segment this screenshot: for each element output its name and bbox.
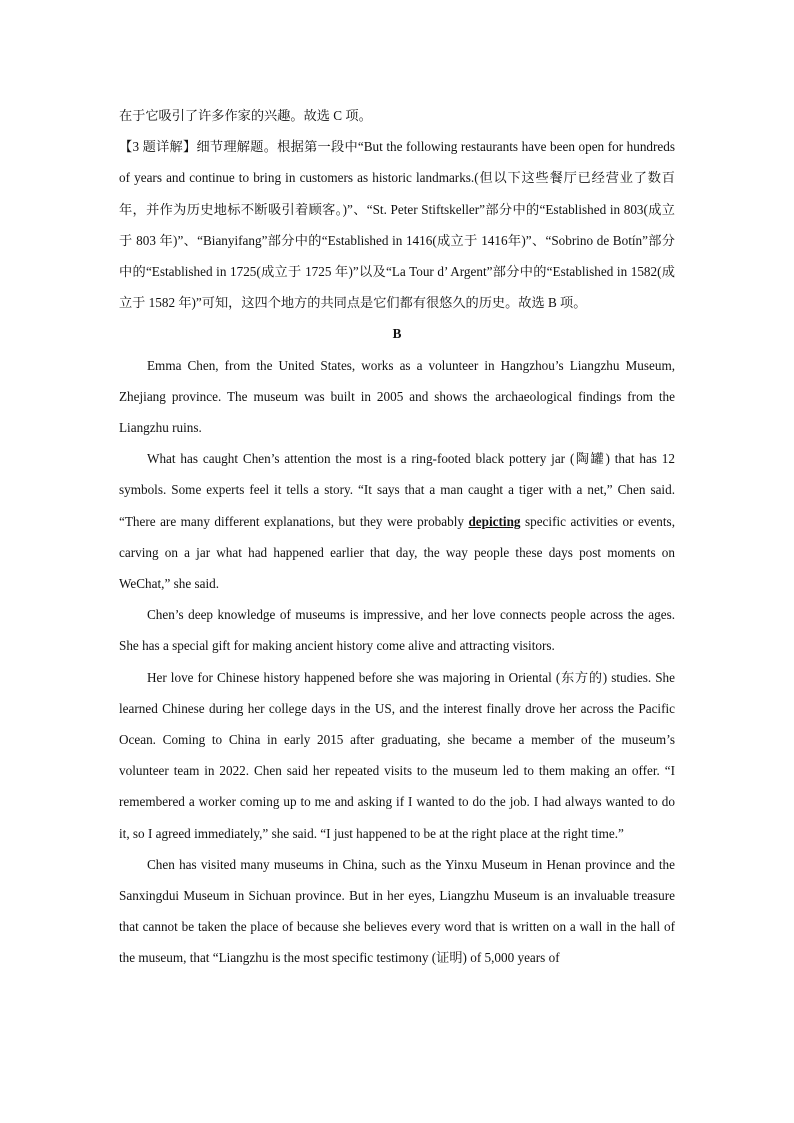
document-page [119, 100, 675, 974]
q2-conclusion: 在于它吸引了许多作家的兴趣。故选 C 项。 [119, 108, 372, 123]
q3-label: 【3 题详解】 [119, 139, 197, 155]
section-heading: B [392, 326, 402, 342]
passage-paragraph-3: Chen’s deep knowledge of museums is impressive, and her love connects people across the ages. She has a special gift for making ancient history come alive and attracting visitors. [119, 607, 675, 654]
passage-paragraph-4: Her love for Chinese history happened before she was majoring in Oriental (东方的) studies. She learned Chinese during her college days in the US, and the interest finally drove her across the Pacific Ocean. Coming to China in early 2015 after graduating, she became a member of the museum’s volunteer team in 2022. Chen said her repeated visits to the museum led to them making an offer. “I remembered a worker coming up to me and asking if I wanted to do the job. I had always wanted to do it, so I agreed immediately,” she said. “I just happened to be at the right place at the right time.” [119, 669, 675, 841]
passage-paragraph-2 [119, 443, 675, 599]
q3-explanation [119, 131, 675, 318]
p2-text-after: specific activities or events, carving on a jar what had happened earlier that day, the way people these days post moments on WeChat,” she said. [119, 513, 675, 592]
q3-text: 细节理解题。根据第一段中“But the following restaurants have been open for hundreds of years and continue to bring in customers as historic landmarks.(但以下这些餐厅已经营业了数百年，并作为历史地标不断吸引着顾客。)”、“St. Peter Stiftskeller”部分中的“Established in 803(成立于 803 年)”、“Bianyifang”部分中的“Established in 1416(成立于 1416年)”、“Sobrino de Botín”部分中的“Established in 1725(成立于 1725 年)”以及“La Tour d’ Argent”部分中的“Established in 1582(成立于 1582 年)”可知，这四个地方的共同点是它们都有很悠久的历史。故选 B 项。 [119, 139, 675, 311]
p2-text-before: What has caught Chen’s attention the most is a ring-footed black pottery jar (陶罐) that has 12 symbols. Some experts feel it tells a story. “It says that a man caught a tiger with a net,” Chen said. “There are many different explanations, but they were probably [119, 451, 675, 529]
vocab-keyword: depicting [468, 513, 521, 529]
passage-paragraph-5: Chen has visited many museums in China, such as the Yinxu Museum in Henan province and the Sanxingdui Museum in Sichuan province. But in her eyes, Liangzhu Museum is an invaluable treasure that cannot be taken the place of because she believes every word that is written on a wall in the hall of the museum, that “Liangzhu is the most specific testimony (证明) of 5,000 years of [119, 856, 675, 966]
passage-paragraph-1: Emma Chen, from the United States, works as a volunteer in Hangzhou’s Liangzhu Museum, Zhejiang province. The museum was built in 2005 and shows the archaeological findings from the Liangzhu ruins. [119, 357, 675, 436]
